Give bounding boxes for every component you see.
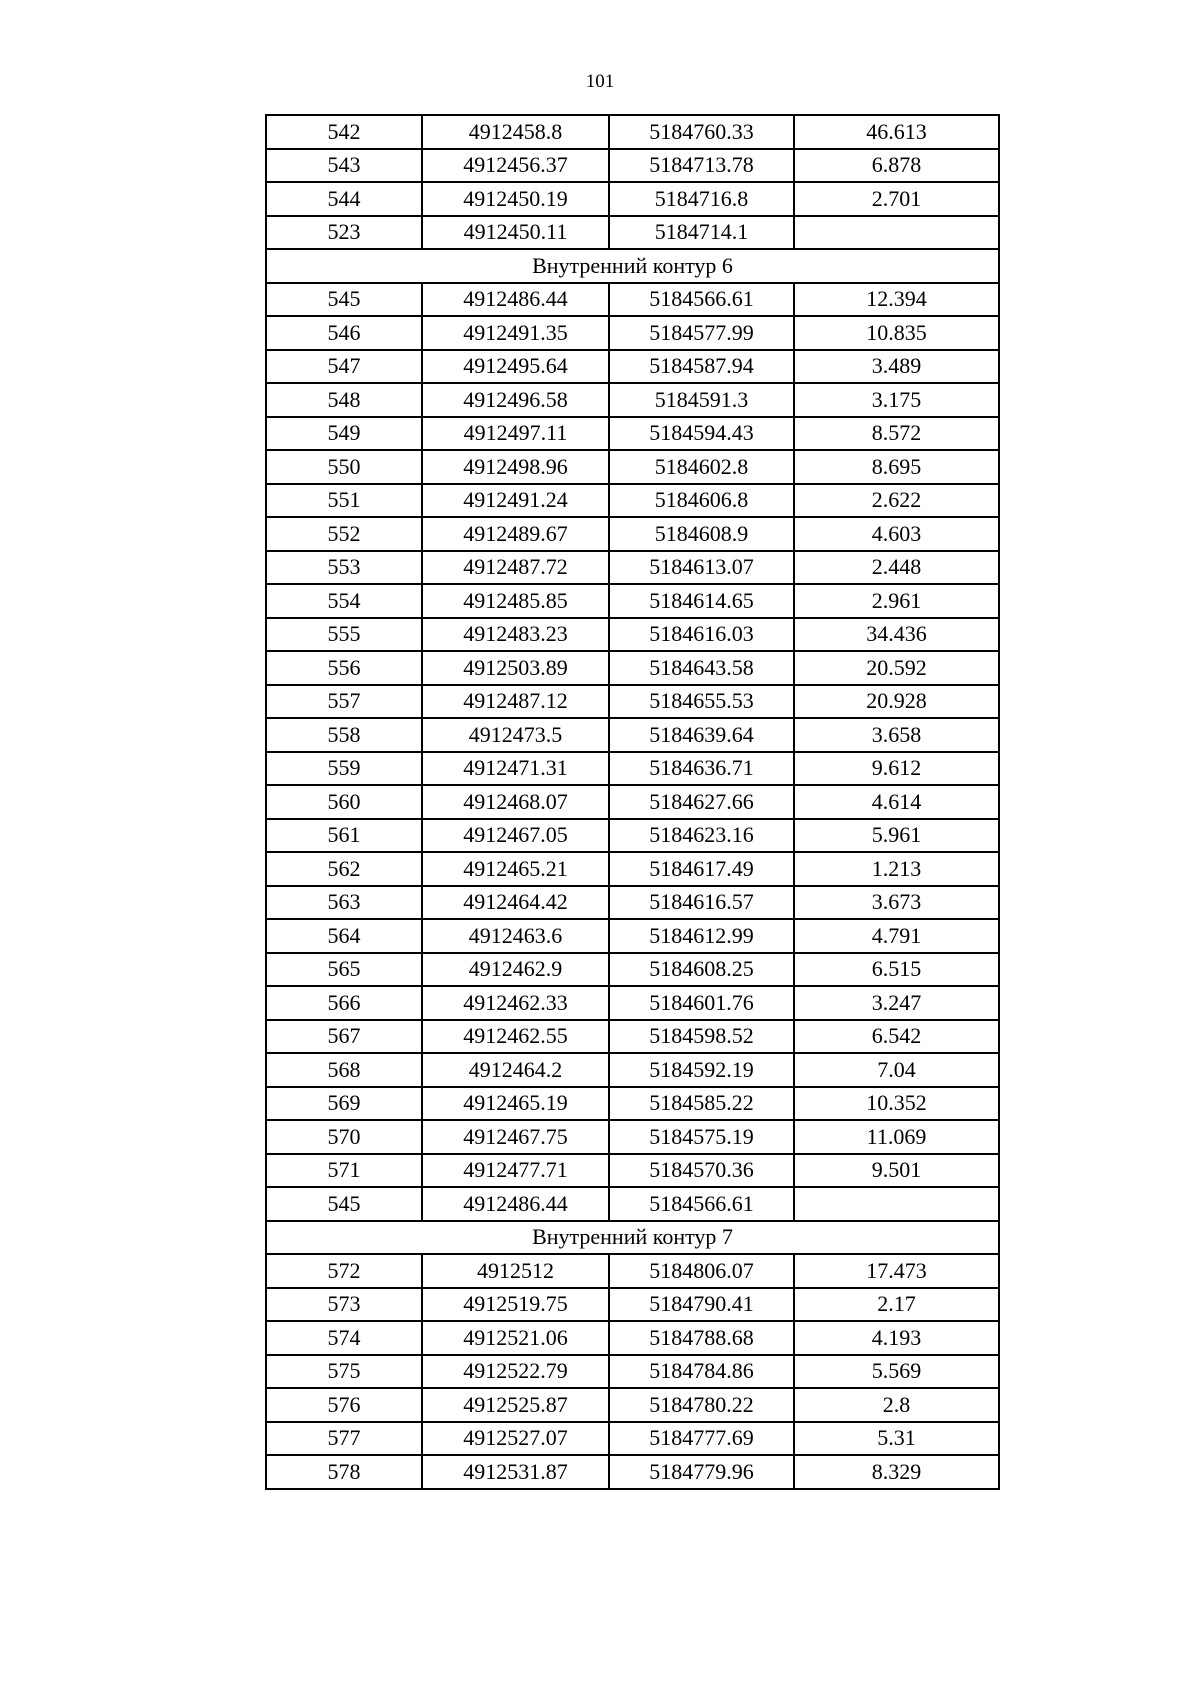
table-row [266,1321,999,1355]
y-coordinate-cell: 5184780.22 [609,1388,794,1422]
x-coordinate-cell: 4912491.35 [422,316,609,350]
table-row [266,1455,999,1489]
x-coordinate-cell: 4912450.19 [422,182,609,216]
y-coordinate-cell: 5184614.65 [609,584,794,618]
distance-cell: 3.247 [794,986,999,1020]
point-number-cell: 563 [266,886,422,920]
distance-cell: 3.673 [794,886,999,920]
table-row [266,752,999,786]
y-coordinate-cell: 5184713.78 [609,149,794,183]
x-coordinate-cell: 4912491.24 [422,484,609,518]
table-row [266,919,999,953]
y-coordinate-cell: 5184627.66 [609,785,794,819]
point-number-cell: 560 [266,785,422,819]
y-coordinate-cell: 5184643.58 [609,651,794,685]
x-coordinate-cell: 4912519.75 [422,1288,609,1322]
y-coordinate-cell: 5184585.22 [609,1087,794,1121]
point-number-cell: 561 [266,819,422,853]
y-coordinate-cell: 5184790.41 [609,1288,794,1322]
y-coordinate-cell: 5184575.19 [609,1120,794,1154]
y-coordinate-cell: 5184636.71 [609,752,794,786]
x-coordinate-cell: 4912512 [422,1254,609,1288]
distance-cell: 5.569 [794,1355,999,1389]
x-coordinate-cell: 4912468.07 [422,785,609,819]
y-coordinate-cell: 5184577.99 [609,316,794,350]
x-coordinate-cell: 4912521.06 [422,1321,609,1355]
point-number-cell: 548 [266,383,422,417]
distance-cell: 4.614 [794,785,999,819]
point-number-cell: 568 [266,1053,422,1087]
distance-cell [794,216,999,250]
y-coordinate-cell: 5184617.49 [609,852,794,886]
y-coordinate-cell: 5184784.86 [609,1355,794,1389]
point-number-cell: 578 [266,1455,422,1489]
x-coordinate-cell: 4912462.55 [422,1020,609,1054]
distance-cell: 9.612 [794,752,999,786]
point-number-cell: 553 [266,551,422,585]
table-row [266,1053,999,1087]
x-coordinate-cell: 4912473.5 [422,718,609,752]
x-coordinate-cell: 4912485.85 [422,584,609,618]
section-header-row [266,1221,999,1255]
table-row [266,517,999,551]
x-coordinate-cell: 4912498.96 [422,450,609,484]
y-coordinate-cell: 5184587.94 [609,350,794,384]
table-row [266,1154,999,1188]
table-row [266,1422,999,1456]
table-row [266,283,999,317]
y-coordinate-cell: 5184566.61 [609,1187,794,1221]
distance-cell: 3.175 [794,383,999,417]
distance-cell: 4.193 [794,1321,999,1355]
point-number-cell: 544 [266,182,422,216]
y-coordinate-cell: 5184806.07 [609,1254,794,1288]
table-row [266,852,999,886]
distance-cell: 17.473 [794,1254,999,1288]
y-coordinate-cell: 5184608.25 [609,953,794,987]
y-coordinate-cell: 5184608.9 [609,517,794,551]
point-number-cell: 569 [266,1087,422,1121]
point-number-cell: 545 [266,1187,422,1221]
table-row [266,350,999,384]
y-coordinate-cell: 5184639.64 [609,718,794,752]
distance-cell: 20.592 [794,651,999,685]
table-row [266,216,999,250]
section-title: Внутренний контур 7 [266,1221,999,1255]
x-coordinate-cell: 4912456.37 [422,149,609,183]
table-row [266,551,999,585]
distance-cell: 4.603 [794,517,999,551]
table-row [266,986,999,1020]
point-number-cell: 549 [266,417,422,451]
point-number-cell: 551 [266,484,422,518]
y-coordinate-cell: 5184570.36 [609,1154,794,1188]
distance-cell: 5.31 [794,1422,999,1456]
y-coordinate-cell: 5184601.76 [609,986,794,1020]
x-coordinate-cell: 4912531.87 [422,1455,609,1489]
distance-cell: 8.695 [794,450,999,484]
x-coordinate-cell: 4912489.67 [422,517,609,551]
coordinates-table-body [266,115,999,1489]
y-coordinate-cell: 5184592.19 [609,1053,794,1087]
x-coordinate-cell: 4912462.9 [422,953,609,987]
y-coordinate-cell: 5184623.16 [609,819,794,853]
distance-cell: 12.394 [794,283,999,317]
x-coordinate-cell: 4912495.64 [422,350,609,384]
y-coordinate-cell: 5184616.57 [609,886,794,920]
table-row [266,1388,999,1422]
point-number-cell: 576 [266,1388,422,1422]
table-row [266,182,999,216]
point-number-cell: 542 [266,115,422,149]
distance-cell [794,1187,999,1221]
table-row [266,1187,999,1221]
distance-cell: 7.04 [794,1053,999,1087]
table-row [266,1120,999,1154]
distance-cell: 2.701 [794,182,999,216]
point-number-cell: 564 [266,919,422,953]
table-row [266,149,999,183]
point-number-cell: 554 [266,584,422,618]
x-coordinate-cell: 4912458.8 [422,115,609,149]
distance-cell: 9.501 [794,1154,999,1188]
y-coordinate-cell: 5184714.1 [609,216,794,250]
y-coordinate-cell: 5184606.8 [609,484,794,518]
x-coordinate-cell: 4912497.11 [422,417,609,451]
point-number-cell: 523 [266,216,422,250]
distance-cell: 10.835 [794,316,999,350]
x-coordinate-cell: 4912450.11 [422,216,609,250]
distance-cell: 2.8 [794,1388,999,1422]
distance-cell: 8.329 [794,1455,999,1489]
x-coordinate-cell: 4912483.23 [422,618,609,652]
point-number-cell: 571 [266,1154,422,1188]
distance-cell: 1.213 [794,852,999,886]
table-row [266,819,999,853]
y-coordinate-cell: 5184594.43 [609,417,794,451]
table-row [266,886,999,920]
point-number-cell: 577 [266,1422,422,1456]
x-coordinate-cell: 4912464.2 [422,1053,609,1087]
point-number-cell: 558 [266,718,422,752]
table-row [266,484,999,518]
table-row [266,785,999,819]
y-coordinate-cell: 5184602.8 [609,450,794,484]
x-coordinate-cell: 4912465.19 [422,1087,609,1121]
point-number-cell: 575 [266,1355,422,1389]
section-header-row [266,249,999,283]
point-number-cell: 572 [266,1254,422,1288]
point-number-cell: 555 [266,618,422,652]
distance-cell: 3.658 [794,718,999,752]
point-number-cell: 556 [266,651,422,685]
x-coordinate-cell: 4912467.75 [422,1120,609,1154]
x-coordinate-cell: 4912467.05 [422,819,609,853]
x-coordinate-cell: 4912463.6 [422,919,609,953]
distance-cell: 6.515 [794,953,999,987]
point-number-cell: 557 [266,685,422,719]
table-row [266,115,999,149]
x-coordinate-cell: 4912477.71 [422,1154,609,1188]
distance-cell: 11.069 [794,1120,999,1154]
x-coordinate-cell: 4912522.79 [422,1355,609,1389]
table-row [266,1288,999,1322]
table-row [266,1087,999,1121]
y-coordinate-cell: 5184716.8 [609,182,794,216]
distance-cell: 2.448 [794,551,999,585]
table-row [266,1355,999,1389]
y-coordinate-cell: 5184788.68 [609,1321,794,1355]
table-row [266,450,999,484]
distance-cell: 5.961 [794,819,999,853]
y-coordinate-cell: 5184760.33 [609,115,794,149]
y-coordinate-cell: 5184616.03 [609,618,794,652]
table-row [266,1020,999,1054]
distance-cell: 6.542 [794,1020,999,1054]
y-coordinate-cell: 5184598.52 [609,1020,794,1054]
distance-cell: 3.489 [794,350,999,384]
x-coordinate-cell: 4912471.31 [422,752,609,786]
distance-cell: 8.572 [794,417,999,451]
point-number-cell: 573 [266,1288,422,1322]
y-coordinate-cell: 5184655.53 [609,685,794,719]
table-row [266,584,999,618]
y-coordinate-cell: 5184779.96 [609,1455,794,1489]
point-number-cell: 570 [266,1120,422,1154]
distance-cell: 4.791 [794,919,999,953]
y-coordinate-cell: 5184777.69 [609,1422,794,1456]
point-number-cell: 566 [266,986,422,1020]
distance-cell: 10.352 [794,1087,999,1121]
distance-cell: 46.613 [794,115,999,149]
table-row [266,316,999,350]
point-number-cell: 559 [266,752,422,786]
x-coordinate-cell: 4912527.07 [422,1422,609,1456]
y-coordinate-cell: 5184566.61 [609,283,794,317]
y-coordinate-cell: 5184612.99 [609,919,794,953]
x-coordinate-cell: 4912486.44 [422,283,609,317]
table-row [266,1254,999,1288]
point-number-cell: 567 [266,1020,422,1054]
table-row [266,651,999,685]
x-coordinate-cell: 4912496.58 [422,383,609,417]
coordinates-table [265,114,1000,1490]
x-coordinate-cell: 4912487.72 [422,551,609,585]
table-row [266,618,999,652]
distance-cell: 20.928 [794,685,999,719]
x-coordinate-cell: 4912486.44 [422,1187,609,1221]
point-number-cell: 552 [266,517,422,551]
point-number-cell: 547 [266,350,422,384]
x-coordinate-cell: 4912525.87 [422,1388,609,1422]
point-number-cell: 574 [266,1321,422,1355]
distance-cell: 2.17 [794,1288,999,1322]
point-number-cell: 545 [266,283,422,317]
x-coordinate-cell: 4912503.89 [422,651,609,685]
section-title: Внутренний контур 6 [266,249,999,283]
point-number-cell: 550 [266,450,422,484]
table-row [266,953,999,987]
table-row [266,685,999,719]
distance-cell: 34.436 [794,618,999,652]
distance-cell: 2.622 [794,484,999,518]
x-coordinate-cell: 4912464.42 [422,886,609,920]
point-number-cell: 565 [266,953,422,987]
y-coordinate-cell: 5184591.3 [609,383,794,417]
table-row [266,718,999,752]
distance-cell: 6.878 [794,149,999,183]
point-number-cell: 546 [266,316,422,350]
x-coordinate-cell: 4912462.33 [422,986,609,1020]
point-number-cell: 562 [266,852,422,886]
distance-cell: 2.961 [794,584,999,618]
table-row [266,383,999,417]
point-number-cell: 543 [266,149,422,183]
y-coordinate-cell: 5184613.07 [609,551,794,585]
x-coordinate-cell: 4912487.12 [422,685,609,719]
page-number: 101 [585,71,615,92]
x-coordinate-cell: 4912465.21 [422,852,609,886]
table-row [266,417,999,451]
